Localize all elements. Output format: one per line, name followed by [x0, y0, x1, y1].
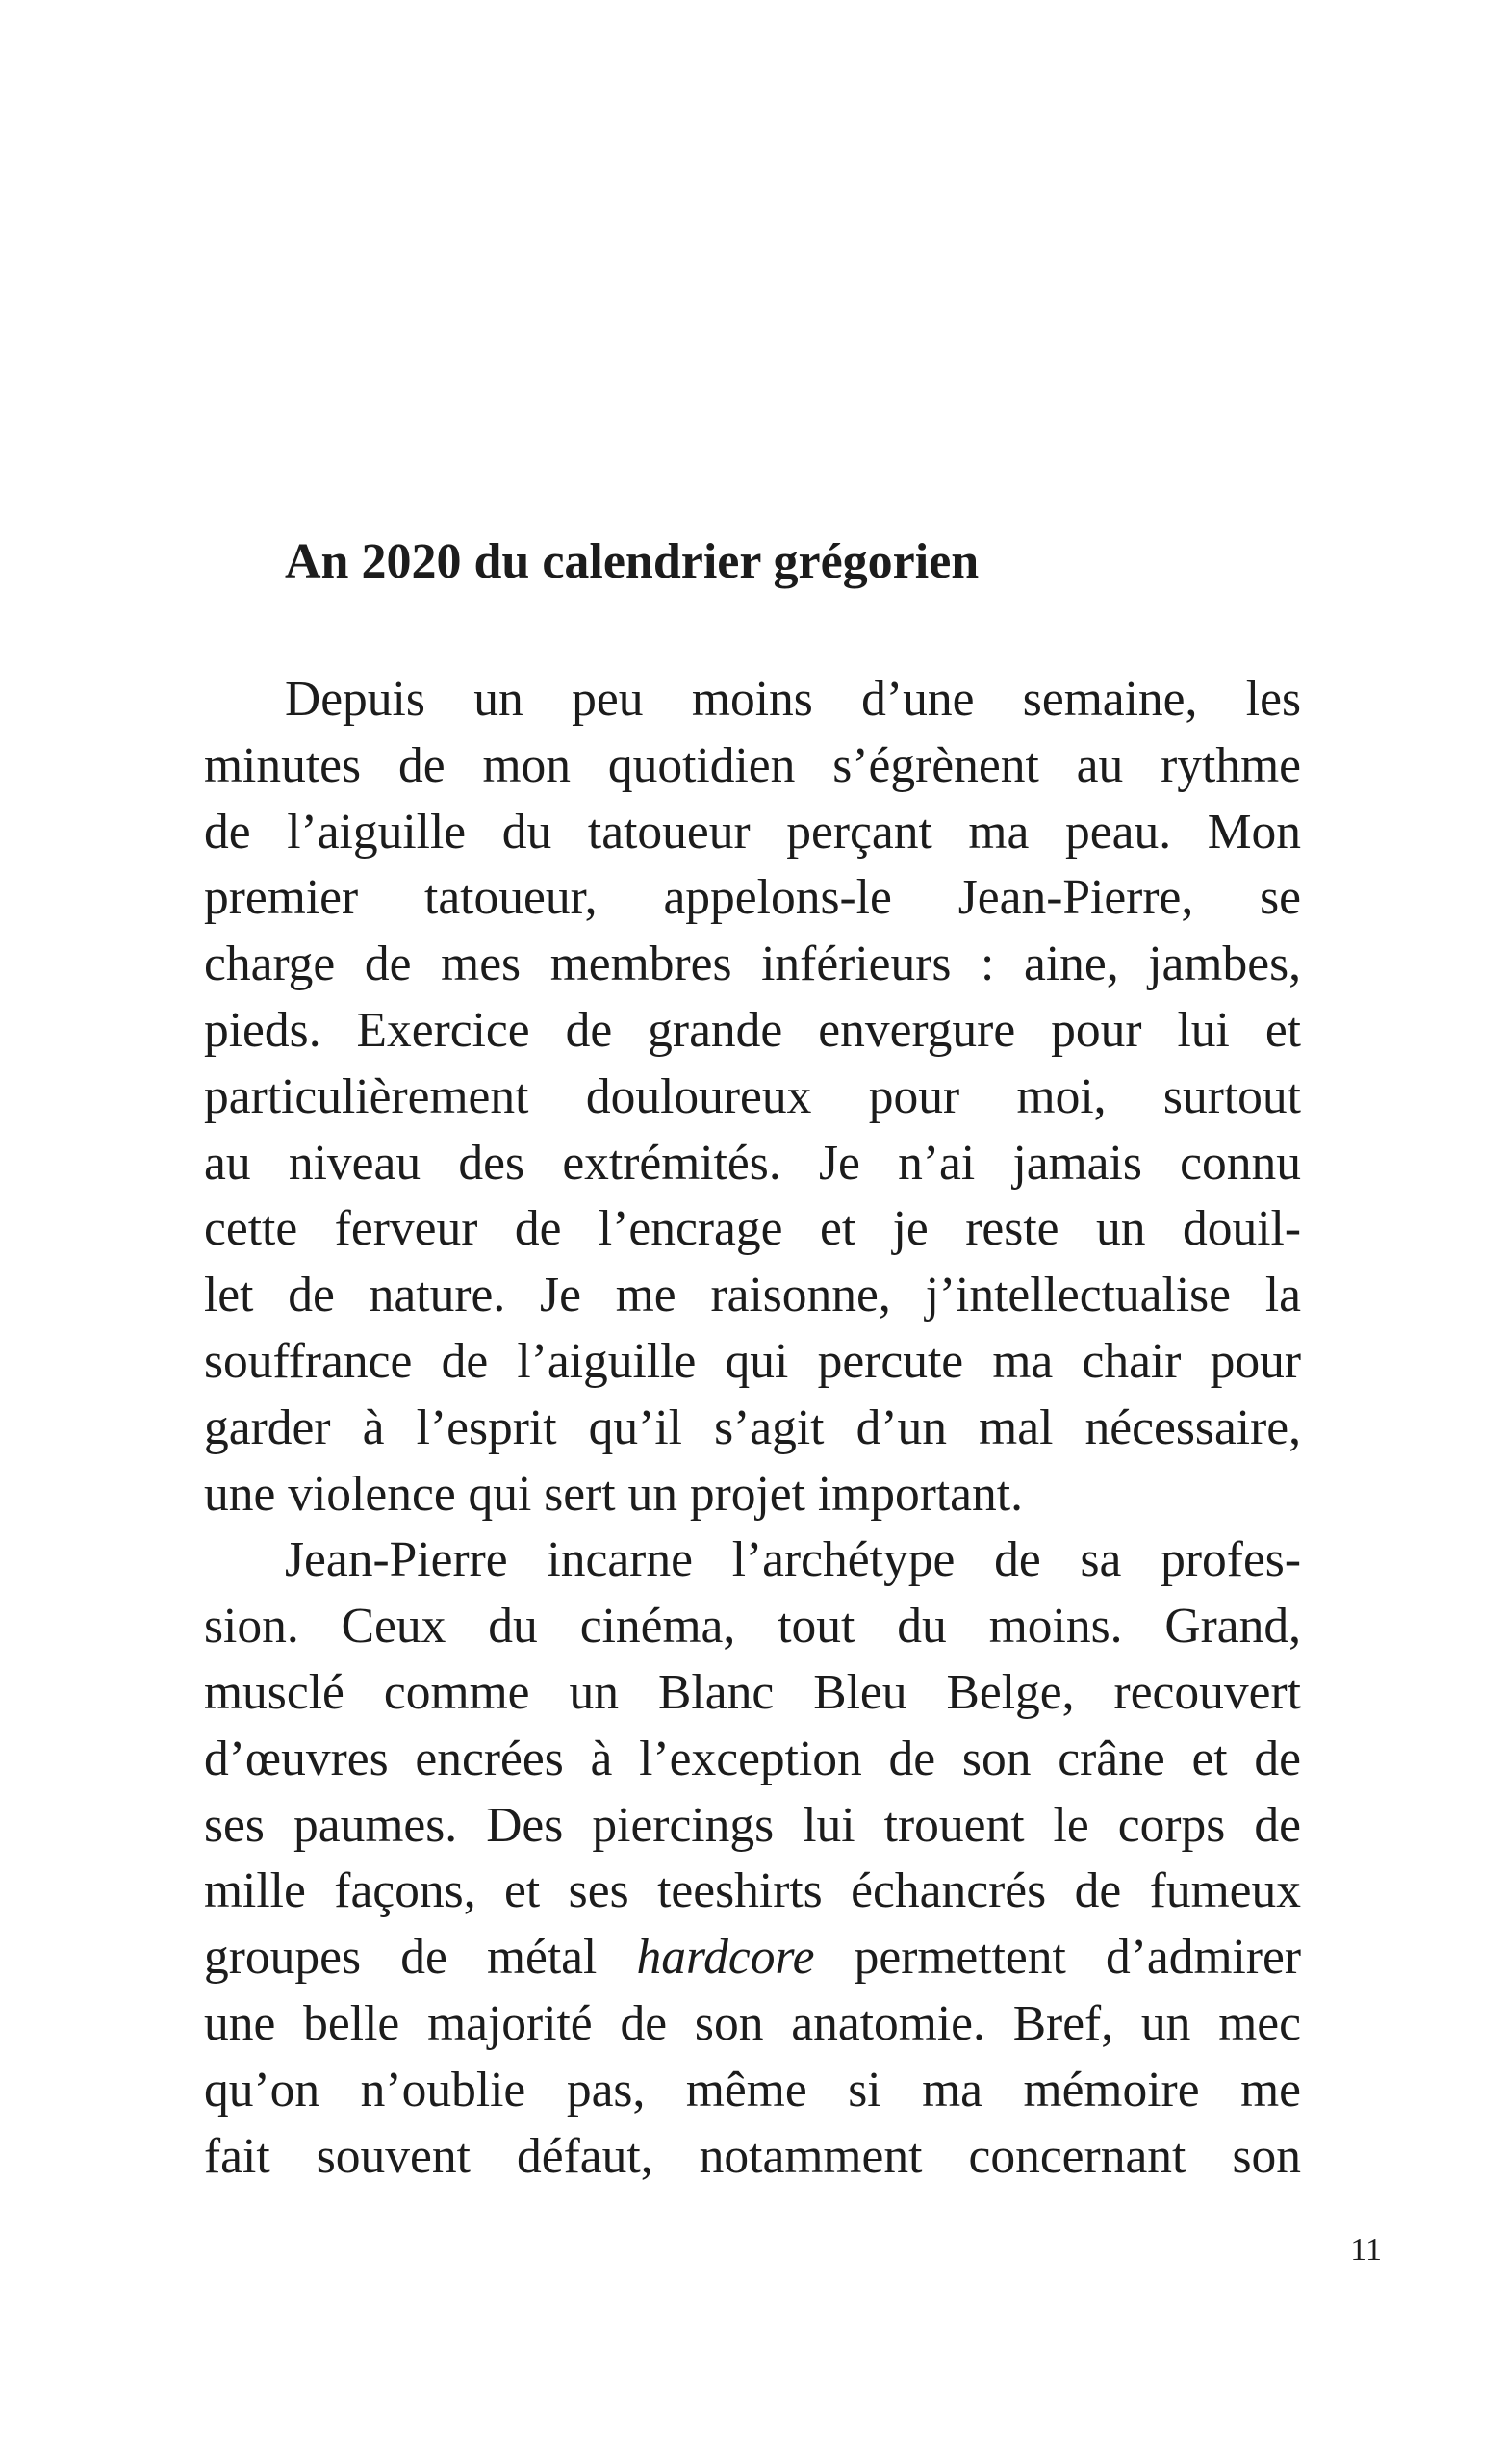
text-line: Depuis un peu moins d’une semaine, les	[285, 672, 1301, 727]
text-line: ses paumes. Des piercings lui trouent le corps de	[204, 1797, 1301, 1853]
text-line: une violence qui sert un projet important.	[204, 1466, 1023, 1522]
text-line: pieds. Exercice de grande envergure pour lui et	[204, 1002, 1301, 1058]
text-line: sion. Ceux du cinéma, tout du moins. Grand,	[204, 1599, 1301, 1655]
text-line: let de nature. Je me raisonne, j’intellectualise la	[204, 1268, 1301, 1323]
text-line: qu’on n’oublie pas, même si ma mémoire me	[204, 2062, 1301, 2118]
text-line: Jean-Pierre incarne l’archétype de sa profes-	[285, 1532, 1301, 1588]
chapter-title: An 2020 du calendrier grégorien	[285, 534, 980, 589]
text-line: musclé comme un Blanc Bleu Belge, recouvert	[204, 1664, 1301, 1720]
text-line: souffrance de l’aiguille qui percute ma chair pour	[204, 1333, 1301, 1389]
text-line: fait souvent défaut, notamment concernant son	[204, 2128, 1301, 2184]
text-line: mille façons, et ses teeshirts échancrés de fumeux	[204, 1863, 1301, 1919]
text-line-with-italic	[204, 1925, 1301, 1991]
text-line: garder à l’esprit qu’il s’agit d’un mal nécessaire,	[204, 1399, 1301, 1455]
text-line: minutes de mon quotidien s’égrènent au rythme	[204, 737, 1301, 793]
body-text	[204, 667, 1301, 2190]
text-segment: permettent d’admirer	[854, 1930, 1301, 1986]
text-line: cette ferveur de l’encrage et je reste un douil-	[204, 1201, 1301, 1257]
text-line: particulièrement douloureux pour moi, surtout	[204, 1068, 1301, 1124]
text-line: premier tatoueur, appelons-le Jean-Pierre, se	[204, 870, 1301, 926]
text-line: de l’aiguille du tatoueur perçant ma peau. Mon	[204, 804, 1301, 860]
text-line: au niveau des extrémités. Je n’ai jamais connu	[204, 1135, 1301, 1191]
text-line: une belle majorité de son anatomie. Bref, un mec	[204, 1995, 1301, 2051]
text-segment: groupes de métal	[204, 1930, 598, 1986]
text-line: d’œuvres encrées à l’exception de son crâne et de	[204, 1731, 1301, 1786]
page-number: 11	[1350, 2232, 1382, 2268]
italic-word: hardcore	[636, 1930, 815, 1986]
text-line: charge de mes membres inférieurs : aine, jambes,	[204, 937, 1301, 992]
